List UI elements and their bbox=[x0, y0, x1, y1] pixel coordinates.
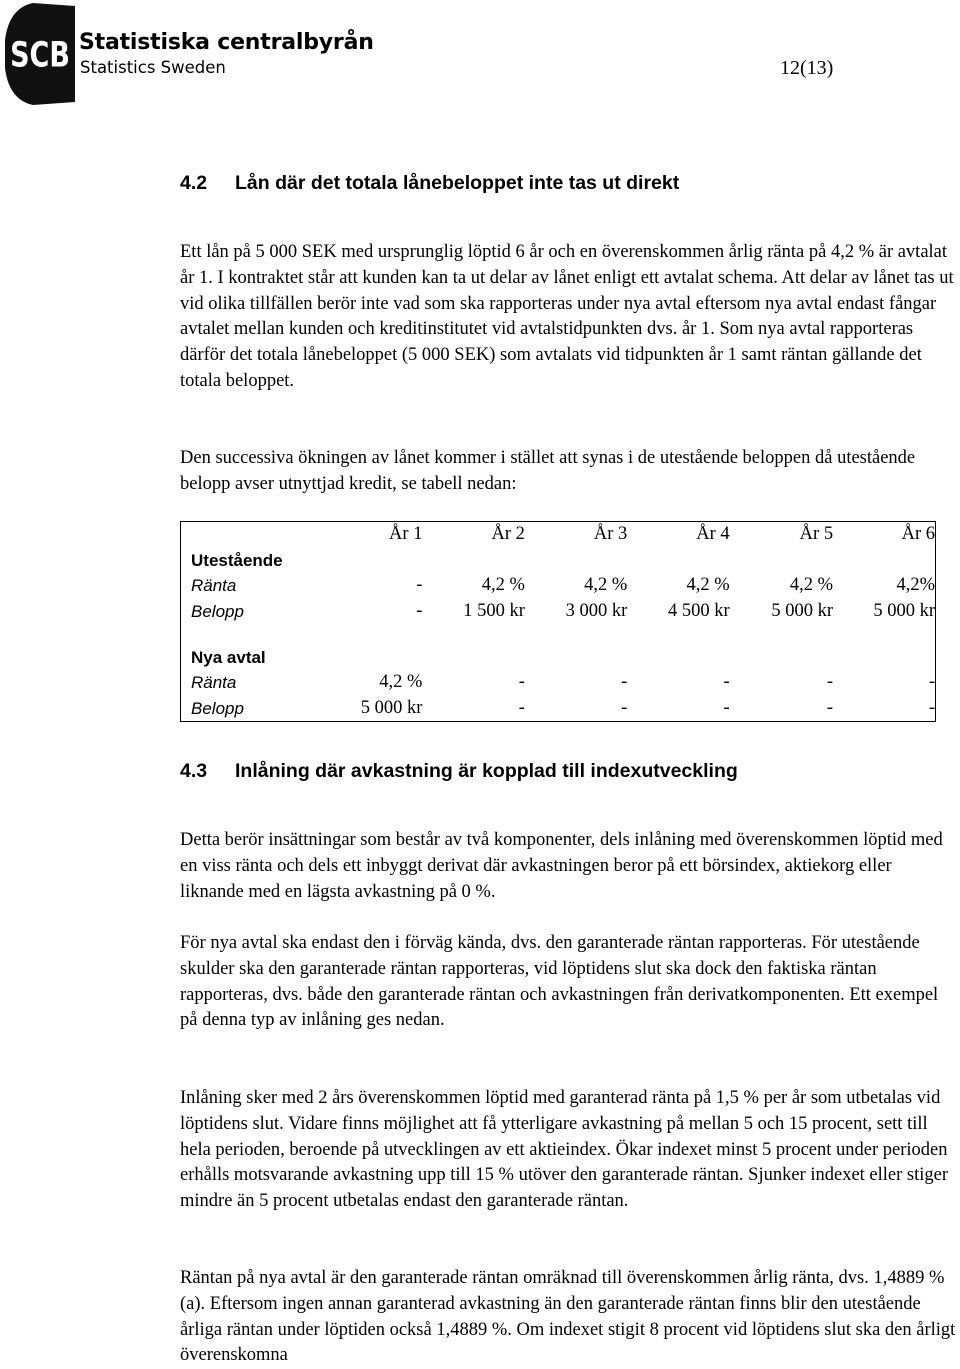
section-heading-4-3 bbox=[180, 760, 738, 783]
table-cell: - bbox=[518, 672, 525, 693]
paragraph: Den successiva ökningen av lånet kommer i stället att synas i de utestående beloppen då utestående belopp avser utnyttjad kredit, se tabell nedan: bbox=[180, 448, 916, 494]
logo-letters: SCB bbox=[10, 34, 70, 76]
table-cell: 1 500 kr bbox=[463, 600, 525, 621]
year-header: År 3 bbox=[593, 524, 628, 545]
table-cell: - bbox=[928, 697, 935, 718]
loan-table bbox=[180, 521, 936, 722]
table-cell: 4,2 % bbox=[686, 575, 730, 596]
table-cell: 3 000 kr bbox=[565, 600, 628, 621]
table-cell: 5 000 kr bbox=[873, 600, 935, 621]
paragraph: Inlåning sker med 2 års överenskommen löptid med garanterad ränta på 1,5 % per år som utbetalas vid löptidens slut. Vidare finns möjlighet att få ytterligare avkastning på mellan 5 och 15 procent, sett till hela perioden, beroende på utvecklingen av ett aktieindex. Ökar indexet minst 5 procent under perioden erhålls motsvarande avkastning upp till 15 % utöver den garanterade räntan. Sjunker indexet eller stiger mindre än 5 procent utbetalas endast den garanterade räntan. bbox=[180, 1088, 949, 1212]
table-header-row bbox=[181, 522, 936, 548]
table-cell: 4,2% bbox=[896, 575, 935, 596]
table-cell: 4,2 % bbox=[379, 672, 423, 693]
table-cell: 4 500 kr bbox=[668, 600, 730, 621]
table-cell: - bbox=[826, 672, 834, 693]
paragraph: Räntan på nya avtal är den garanterade räntan omräknad till överenskommen årlig ränta, dvs. 1,4889 % (a). Eftersom ingen annan garanterad avkastning än den garanterade räntan finns blir den utestående årliga räntan under löptiden också 1,4889 %. Om indexet stigit 8 procent vid löptidens slut ska den årligt överenskomna bbox=[180, 1268, 956, 1366]
section-heading-4-2 bbox=[180, 172, 679, 195]
table-row bbox=[181, 573, 936, 599]
row-label: Belopp bbox=[191, 601, 244, 621]
table-cell: 5 000 kr bbox=[771, 600, 834, 621]
table-cell: 4,2 % bbox=[584, 575, 628, 596]
year-header: År 6 bbox=[901, 524, 935, 545]
page-number: 12(13) bbox=[780, 57, 834, 79]
section-title: Lån där det totala lånebeloppet inte tas ut direkt bbox=[235, 172, 680, 194]
table-cell: - bbox=[621, 672, 628, 693]
table-cell: - bbox=[723, 672, 730, 693]
table-cell: - bbox=[826, 697, 834, 718]
year-header: År 5 bbox=[799, 524, 834, 545]
table-cell: 4,2 % bbox=[481, 575, 525, 596]
paragraph: Detta berör insättningar som består av två komponenter, dels inlåning med överenskommen löptid med en viss ränta och dels ett inbyggt derivat där avkastningen beror på ett börsindex, aktiekorg eller liknande med en lägsta avkastning på 0 %. bbox=[180, 830, 943, 902]
table-cell: - bbox=[416, 600, 423, 621]
paragraph: Ett lån på 5 000 SEK med ursprunglig löptid 6 år och en överenskommen årlig ränta på 4,2 % är avtalat år 1. I kontraktet står att kunden kan ta ut delar av lånet enligt ett avtalat schema. Att delar av lånet tas ut vid olika tillfällen berör inte vad som ska rapporteras under nya avtal eftersom nya avtal endast fångar avtalet mellan kunden och kreditinstitutet vid avtalstidpunkten dvs. år 1. Som nya avtal rapporteras därför det totala lånebeloppet (5 000 SEK) som avtalats vid tidpunkten år 1 samt räntan gällande det totala beloppet. bbox=[180, 242, 954, 391]
paragraph: För nya avtal ska endast den i förväg kända, dvs. den garanterade räntan rapporteras. För utestående skulder ska den garanterade räntan rapporteras, vid löptidens slut ska dock den faktiska räntan rapporteras, dvs. både den garanterade räntan och avkastningen från derivatkomponenten. Ett exempel på denna typ av inlåning ges nedan. bbox=[180, 933, 939, 1031]
table-cell: - bbox=[518, 697, 525, 718]
year-header: År 2 bbox=[491, 524, 525, 545]
year-header: År 4 bbox=[696, 524, 730, 545]
row-label: Ränta bbox=[191, 673, 237, 693]
scb-logo-mark bbox=[3, 2, 75, 106]
org-name-swedish: Statistiska centralbyrån bbox=[79, 30, 374, 55]
table-spacer-row bbox=[181, 624, 936, 644]
org-name-english: Statistics Sweden bbox=[80, 58, 226, 77]
table-group-row bbox=[181, 548, 936, 574]
table-cell: - bbox=[723, 697, 730, 718]
year-header: År 1 bbox=[389, 524, 423, 545]
section-title: Inlåning där avkastning är kopplad till indexutveckling bbox=[235, 760, 738, 782]
table-row bbox=[181, 695, 936, 721]
table-row bbox=[181, 599, 936, 625]
table-cell: - bbox=[621, 697, 628, 718]
table-cell: - bbox=[416, 575, 423, 596]
row-label: Belopp bbox=[191, 698, 244, 718]
section-number: 4.2 bbox=[180, 172, 208, 194]
table-row bbox=[181, 670, 936, 696]
group-title: Utestående bbox=[191, 550, 283, 570]
table-cell: 4,2 % bbox=[789, 575, 834, 596]
section-number: 4.3 bbox=[180, 760, 208, 782]
table-cell: 5 000 kr bbox=[360, 697, 423, 718]
scb-logo bbox=[3, 2, 403, 106]
group-title: Nya avtal bbox=[191, 647, 266, 667]
table-group-row bbox=[181, 644, 936, 670]
table-cell: - bbox=[928, 672, 935, 693]
row-label: Ränta bbox=[191, 576, 237, 596]
